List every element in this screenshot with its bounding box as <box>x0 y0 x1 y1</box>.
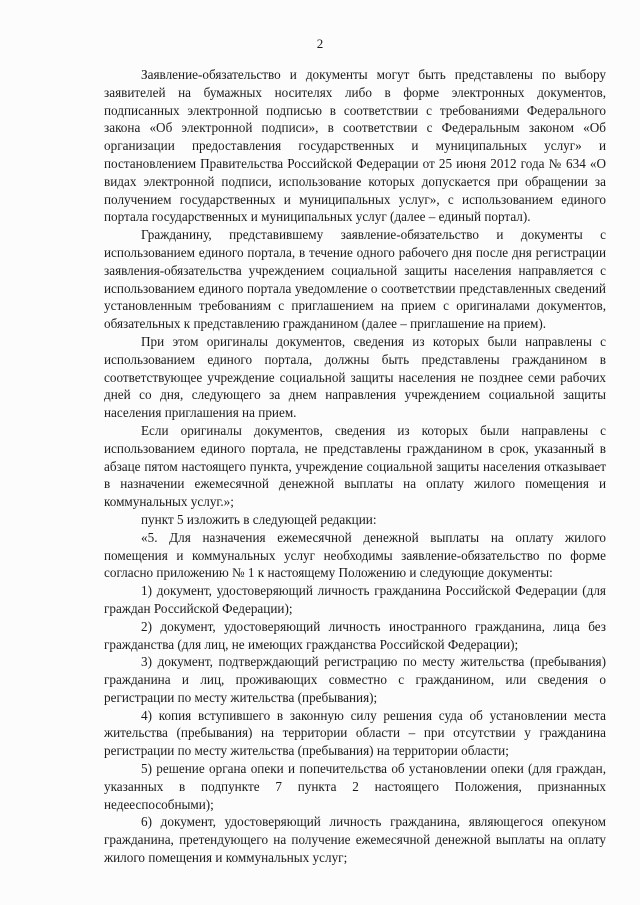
paragraph-point-5-intro: «5. Для назначения ежемесячной денежной выплаты на оплату жилого помещения и коммунальных услуг необходимы заявление-обязательство по форме согласно приложению № 1 к настоящему Положению и следующие документы: <box>104 529 606 581</box>
paragraph-portal-notification: Гражданину, представившему заявление-обязательство и документы с использованием единого портала, в течение одного рабочего дня после дня регистрации заявления-обязательства учреждением социальной защиты населения направляется с использованием единого портала уведомление о соответствии представленных сведений установленным требованиям с приглашением на прием с оригиналами документов, обязательных к представлению гражданином (далее – приглашение на прием). <box>104 227 606 332</box>
paragraph-originals-deadline: При этом оригиналы документов, сведения из которых были направлены с использованием единого портала, должны быть представлены гражданином в соответствующее учреждение социальной защиты населения не позднее семи рабочих дней со дня, следующего за днем направления учреждением социальной защиты населения приглашения на прием. <box>104 333 606 421</box>
paragraph-application-forms: Заявление-обязательство и документы могут быть представлены по выбору заявителей на бумажных носителях либо в форме электронных документов, подписанных электронной подписью в соответствии с требованиями Федерального закона «Об электронной подписи», в соответствии с Федеральным законом «Об организации предоставления государственных и муниципальных услуг» и постановлением Правительства Российской Федерации от 25 июня 2012 года № 634 «О видах электронной подписи, использование которых допускается при обращении за получением государственных и муниципальных услуг», с использованием единого портала государственных и муниципальных услуг (далее – единый портал). <box>104 67 606 225</box>
document-body <box>104 66 606 867</box>
paragraph-amend-point-5: пункт 5 изложить в следующей редакции: <box>141 511 377 527</box>
paragraph-refusal: Если оригиналы документов, сведения из которых были направлены с использованием единого портала, не представлены гражданином в срок, указанный в абзаце пятом настоящего пункта, учреждение социальной защиты населения отказывает в назначении ежемесячной денежной выплаты на оплату жилого помещения и коммунальных услуг.»; <box>104 422 606 510</box>
list-item: 1) документ, удостоверяющий личность гражданина Российской Федерации (для граждан Российской Федерации); <box>104 583 606 616</box>
page-number: 2 <box>316 36 324 51</box>
list-item: 3) документ, подтверждающий регистрацию по месту жительства (пребывания) гражданина и лиц, проживающих совместно с гражданином, или сведения о регистрации по месту жительства (пребывания); <box>104 654 606 705</box>
list-item: 5) решение органа опеки и попечительства об установлении опеки (для граждан, указанных в подпункте 7 пункта 2 настоящего Положения, признанных недееспособными); <box>104 761 606 812</box>
list-item: 2) документ, удостоверяющий личность иностранного гражданина, лица без гражданства (для лиц, не имеющих гражданства Российской Федерации); <box>104 618 606 652</box>
list-item: 6) документ, удостоверяющий личность гражданина, являющегося опекуном гражданина, претендующего на получение ежемесячной денежной выплаты на оплату жилого помещения и коммунальных услуг; <box>104 814 606 866</box>
list-item: 4) копия вступившего в законную силу решения суда об установлении места жительства (пребывания) на территории области – при отсутствии у гражданина регистрации по месту жительства (пребывания) на территории области; <box>104 707 606 759</box>
